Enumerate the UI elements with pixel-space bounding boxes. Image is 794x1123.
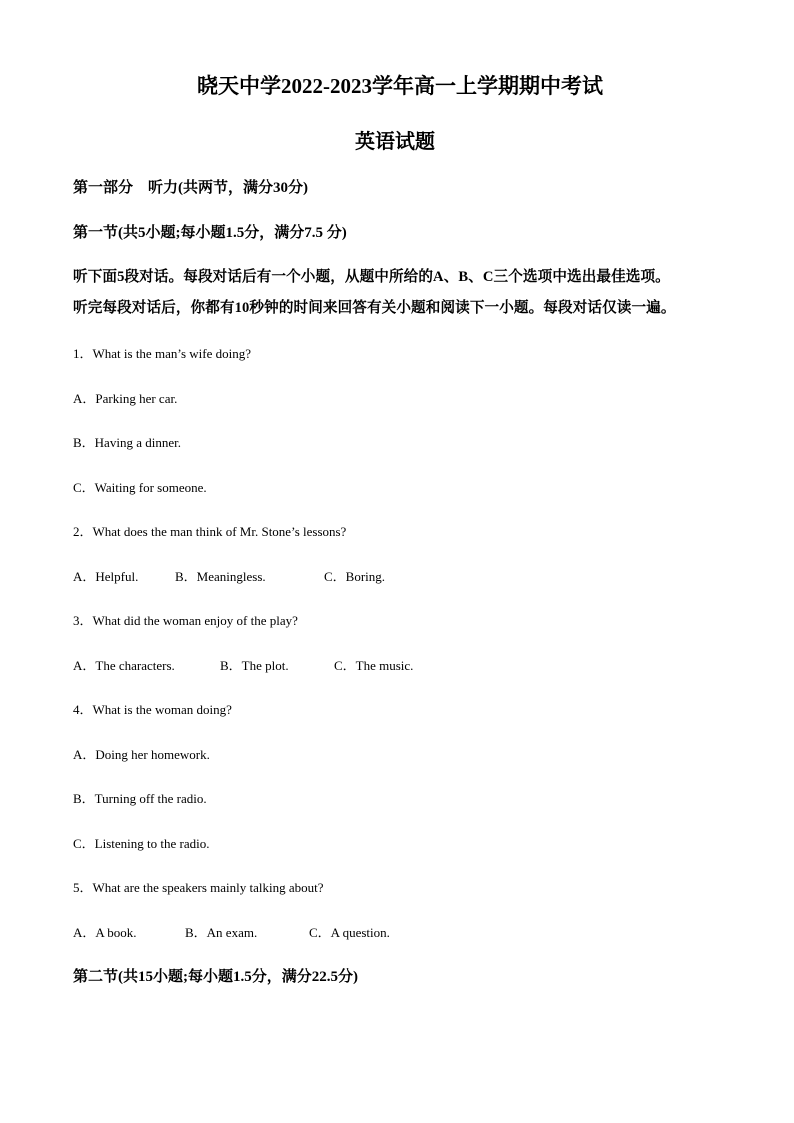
instruction-line-1: 听下面5段对话。每段对话后有一个小题，从题中所给的A、B、C三个选项中选出最佳选项。 xyxy=(73,269,670,285)
question-3-option-a: A．The characters. xyxy=(73,658,175,673)
question-5-option-c: C．A question. xyxy=(309,925,390,940)
question-2-option-a: A．Helpful. xyxy=(73,569,139,584)
question-1-stem: 1．What is the man’s wife doing? xyxy=(73,346,251,361)
question-2-option-b: B．Meaningless. xyxy=(175,569,266,584)
section2-heading: 第二节(共15小题;每小题1.5分，满分22.5分) xyxy=(73,969,358,985)
question-4-option-a: A．Doing her homework. xyxy=(73,747,210,762)
page-subtitle: 英语试题 xyxy=(355,131,435,153)
question-4-option-c: C．Listening to the radio. xyxy=(73,836,210,851)
instruction-line-2: 听完每段对话后，你都有10秒钟的时间来回答有关小题和阅读下一小题。每段对话仅读一遍。 xyxy=(73,300,676,316)
question-3-option-b: B．The plot. xyxy=(220,658,289,673)
question-4-stem: 4．What is the woman doing? xyxy=(73,702,232,717)
question-5-stem: 5．What are the speakers mainly talking about? xyxy=(73,880,324,895)
question-1-option-c: C．Waiting for someone. xyxy=(73,480,207,495)
question-5-option-a: A．A book. xyxy=(73,925,137,940)
page-title: 晓天中学2022-2023学年高一上学期期中考试 xyxy=(197,74,603,98)
question-5-option-b: B．An exam. xyxy=(185,925,258,940)
question-4-option-b: B．Turning off the radio. xyxy=(73,791,207,806)
question-2-stem: 2．What does the man think of Mr. Stone’s lessons? xyxy=(73,524,347,539)
section1-heading: 第一节(共5小题;每小题1.5分，满分7.5 分) xyxy=(73,225,347,241)
question-1-option-a: A．Parking her car. xyxy=(73,391,178,406)
part1-heading: 第一部分 听力(共两节，满分30分) xyxy=(73,180,308,196)
question-2-option-c: C．Boring. xyxy=(324,569,386,584)
question-3-stem: 3．What did the woman enjoy of the play? xyxy=(73,613,298,628)
question-1-option-b: B．Having a dinner. xyxy=(73,435,181,450)
question-3-option-c: C．The music. xyxy=(334,658,414,673)
